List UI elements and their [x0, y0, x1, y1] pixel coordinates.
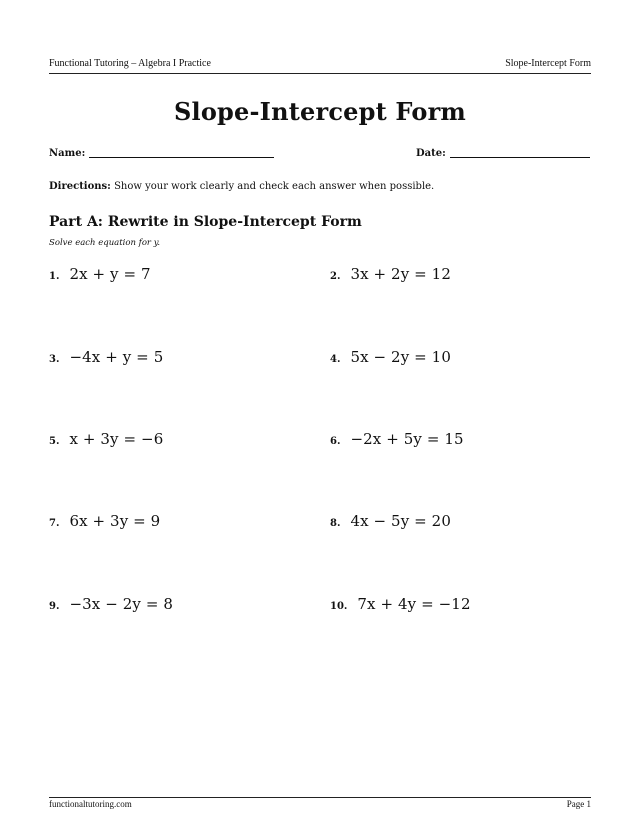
header-rule: [49, 73, 591, 74]
date-blank-line[interactable]: [450, 157, 590, 158]
page-title: Slope-Intercept Form: [173, 97, 467, 126]
header-right-text: Slope-Intercept Form: [505, 58, 591, 69]
problem-equation: 7x + 4y = −12: [357, 595, 471, 613]
footer-website: functionaltutoring.com: [49, 799, 132, 809]
problem-equation: 4x − 5y = 20: [350, 512, 451, 530]
date-label: Date:: [416, 148, 446, 159]
name-field: [49, 147, 274, 161]
running-header: [49, 58, 591, 70]
problem-number: 1.: [49, 271, 60, 282]
worksheet-page: [49, 0, 591, 828]
problem-equation: −4x + y = 5: [69, 348, 164, 366]
problem-item: [49, 512, 160, 532]
name-label: Name:: [49, 148, 86, 159]
problem-item: [330, 595, 471, 615]
problem-number: 9.: [49, 601, 60, 612]
footer-rule: [49, 797, 591, 798]
section-instruction: Solve each equation for y.: [49, 238, 161, 248]
name-blank-line[interactable]: [89, 157, 274, 158]
section-heading: Part A: Rewrite in Slope-Intercept Form: [49, 214, 362, 230]
problem-equation: 6x + 3y = 9: [69, 512, 161, 530]
problem-number: 5.: [49, 436, 60, 447]
problem-number: 8.: [330, 518, 341, 529]
footer-page-number: Page 1: [566, 799, 591, 809]
problem-item: [330, 348, 451, 368]
directions: [49, 180, 591, 194]
problem-equation: −2x + 5y = 15: [350, 430, 464, 448]
problem-equation: −3x − 2y = 8: [69, 595, 173, 613]
problem-item: [49, 348, 163, 368]
problem-item: [330, 512, 451, 532]
problem-item: [49, 265, 151, 285]
problem-number: 2.: [330, 271, 341, 282]
problem-item: [49, 430, 163, 450]
header-left-text: Functional Tutoring – Algebra I Practice: [49, 58, 211, 69]
problem-number: 6.: [330, 436, 341, 447]
problem-equation: 5x − 2y = 10: [350, 348, 451, 366]
name-date-row: [49, 147, 591, 163]
problem-item: [330, 265, 451, 285]
running-footer: [49, 799, 591, 810]
problem-number: 10.: [330, 601, 348, 612]
problem-equation: 3x + 2y = 12: [350, 265, 451, 283]
problem-number: 3.: [49, 354, 60, 365]
problem-number: 4.: [330, 354, 341, 365]
directions-text: Show your work clearly and check each answer when possible.: [114, 181, 435, 192]
problem-number: 7.: [49, 518, 60, 529]
problem-equation: 2x + y = 7: [69, 265, 151, 283]
problem-item: [49, 595, 173, 615]
problem-item: [330, 430, 464, 450]
directions-label: Directions:: [49, 181, 111, 192]
date-field: [416, 147, 590, 161]
problem-equation: x + 3y = −6: [69, 430, 164, 448]
